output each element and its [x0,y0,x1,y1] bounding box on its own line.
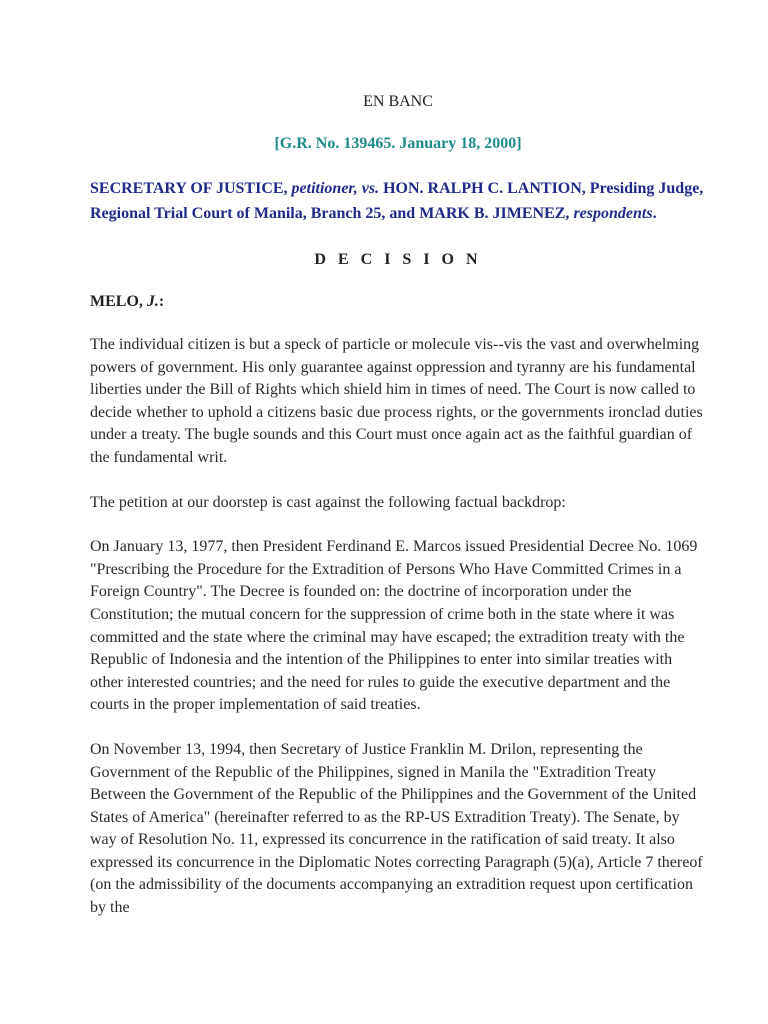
court-division: EN BANC [363,93,433,110]
ponente-name: MELO, [90,293,143,310]
petitioner-role: petitioner, vs. [291,180,380,197]
paragraph-2: The petition at our doorstep is cast against the following factual backdrop: [90,493,566,511]
respondents-names: HON. RALPH C. LANTION, Presiding Judge, Regional Trial Court of Manila, Branch 25, and MARK B. JIMENEZ, [90,180,704,222]
decision-heading: D E C I S I O N [314,251,482,268]
ponente-suffix: : [158,293,165,310]
petitioner-name: SECRETARY OF JUSTICE, [90,180,288,197]
ponente [90,292,706,312]
paragraph-3: On January 13, 1977, then President Ferdinand E. Marcos issued Presidential Decree No. 1069 "Prescribing the Procedure for the Extradition of Persons Who Have Committed Crimes in a Foreign Country". The Decree is founded on: the doctrine of incorporation under the Constitution; the mutual concern for the suppression of crime both in the state where it was committed and the state where the criminal may have escaped; the extradition treaty with the Republic of Indonesia and the intention of the Philippines to enter into similar treaties with other interested countries; and the need for rules to guide the executive department and the courts in the proper implementation of said treaties. [90,538,698,714]
paragraph-1: The individual citizen is but a speck of particle or molecule vis--vis the vast and overwhelming powers of government. His only guarantee against oppression and tyranny are his fundamental liberties under the Bill of Rights which shield him in times of need. The Court is now called to decide whether to uphold a citizens basic due process rights, or the governments ironclad duties under a treaty. The bugle sounds and this Court must once again act as the faithful guardian of the fundamental writ. [90,336,703,466]
case-parties [90,176,706,226]
parties-end-punct: . [652,205,657,222]
respondents-role: respondents [573,205,653,222]
ponente-title: J. [146,293,159,310]
paragraph-4: On November 13, 1994, then Secretary of Justice Franklin M. Drilon, representing the Government of the Republic of the Philippines, signed in Manila the "Extradition Treaty Between the Government of the Republic of the Philippines and the Government of the United States of America" (hereinafter referred to as the RP-US Extradition Treaty). The Senate, by way of Resolution No. 11, expressed its concurrence in the ratification of said treaty. It also expressed its concurrence in the Diplomatic Notes correcting Paragraph (5)(a), Article 7 thereof (on the admissibility of the documents accompanying an extradition request upon certification by the [90,740,703,917]
case-number: [G.R. No. 139465. January 18, 2000] [274,135,522,152]
